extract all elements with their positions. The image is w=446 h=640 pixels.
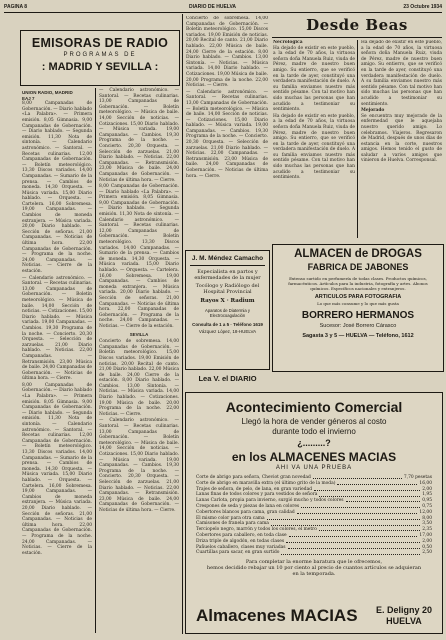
price-item-price: 2,35 [422,527,432,533]
price-item-label: Lanas finas de todos colores y para vestidos de señora [196,492,318,498]
radio-madrid-text-repeat: — Calendario astronómico. — Santoral. — Recetas culinarias. 13,00 Campanadas de Gobernación. — Boletín meteorológico. — Música de baile. 14,00 Sección de noticias. — Cotizaciones. 15,00 Diario hablado. — Música variada. 19,00 Campanadas. — Cambios. 19,30 Programa de la noche. — Concierto. 20,30 Orquesta. — Selección de zarzuelas. 21,00 Diario hablado. — Noticias. 22,00 Campanadas. — Retransmisión. 23,00 Música de baile. 24,00 Campanadas de Gobernación. — Noticias de última hora. — Cierre. [22,275,92,382]
price-item-price: 2,00 [422,486,432,492]
price-item-label: Camisones de franela para cama [196,521,269,527]
price-item-label: Corte de abrigo para señora, Cheviot gran novedad [196,475,311,480]
price-leader [337,481,417,485]
radio-madrid-text-repeat-2: 8,00 Campanadas de Gobernación. — Diario hablado «La Palabra». — Primera emisión. 8,05 Gimnasia. 9,00 Campanadas de Gobernación. — Diario hablado. — Segunda emisión. 11,30 Nota de sintonía. — Calendario astronómico. — Santoral. — Recetas culinarias. 12,00 Campanadas de Gobernación. — Boletín meteorológico. 13,30 Discos variados. 14,00 Campanadas. — Sumario de la prensa. — Cambios de moneda. 14,30 Orquesta. — Música variada. 15,00 Diario hablado. — Orquesta. — Cartelera. 16,00 Sobremesa. 19,00 Campanadas. — Cambios de moneda extranjera. — Música variada. 20,00 Diario hablado. — Sección de señoras. 21,00 Campanadas. — Noticias de última hora. 22,00 Campanadas de Gobernación. — Programa de la noche. 24,00 Campanadas. — Noticias. — Cierre de la estación. [22,382,92,556]
doctor-rayos: Rayos X · Radium [200,298,255,305]
radio-col3-text-2: — Calendario astronómico. — Santoral. — Recetas culinarias. 13,00 Campanadas de Gobernación. — Boletín meteorológico. — Música de baile. 14,00 Sección de noticias. — Cotizaciones. 15,00 Diario hablado. — Música variada. 19,00 Campanadas. — Cambios. 19,30 Programa de la noche. — Concierto. 20,30 Orquesta. — Selección de zarzuelas. 21,00 Diario hablado. — Noticias. 22,00 Campanadas. — Retransmisión. 23,00 Música de baile. 24,00 Campanadas de Gobernación. — Noticias de última hora. — Cierre. [186,89,268,179]
price-item-price: 17,00 [419,532,432,538]
almacen-description: Extenso surtido en perfumería de todas clases. Productos químicos, farmacéuticos. Artículos para la industria, fotografía y artes. Abonos químicos. Específicos nacionales y extranjeros. [288,276,428,291]
beas-necrologica-text: Ha dejado de existir en este pueblo, a la edad de 70 años, la virtuosa señora doña Manuela Ruiz, viuda de Pérez, madre de nuestro buen amigo. Su entierro, que se verificó en la tarde de ayer, constituyó una verdadera manifestación de duelo. A su familia enviamos nuestro más sentido pésame. Con tal motivo han sido muchas las personas que han acudido a testimoniar su sentimiento. [273,45,355,113]
radio-col3-text: Concierto de sobremesa. 14,00 Campanadas de Gobernación. — Boletín meteorológico. 15,00 Discos variados. 19,00 Emisión de noticias. 20,00 Recital de canto. 21,00 Diario hablado. 22,00 Música de baile. 24,00 Cierre de la estación. 8,00 Diario hablado. — Cambios. 13,00 Sintonía. — Noticias. — Música variada. 14,00 Diario hablado. — Cotizaciones. 19,00 Música de baile. 20,00 Programa de la noche. 22,00 Noticias. — Cierre. [186,16,268,89]
price-item-price: 0,75 [422,503,432,509]
beas-necrologica-head: Necrológica [273,40,303,45]
price-leader [297,510,418,514]
price-leader [286,539,420,543]
radio-madrid-head: UNION RADIO, MADRID [22,90,73,95]
beas-rule [272,37,442,38]
almacen-photo-line: ARTICULOS PARA FOTOGRAFIA [314,294,402,300]
radio-sevilla-text-2: — Calendario astronómico. — Santoral. — Recetas culinarias. 13,00 Campanadas de Gobernación. — Boletín meteorológico. — Música de baile. 14,00 Sección de noticias. — Cotizaciones. 15,00 Diario hablado. — Música variada. 19,00 Campanadas. — Cambios. 19,30 Programa de la noche. — Concierto. 20,30 Orquesta. — Selección de zarzuelas. 21,00 Diario hablado. — Noticias. 22,00 Campanadas. — Retransmisión. 23,00 Música de baile. 24,00 Campanadas de Gobernación. — Noticias de última hora. — Cierre. [99,418,179,513]
price-item-label: El mismo color para otra cama [196,515,265,521]
price-leader [314,487,420,491]
radio-column-1 [22,90,92,630]
price-item-price: 7,70 pesetas [403,475,432,480]
radio-title: EMISORAS DE RADIO [31,36,169,50]
beas-mejorado-head: Mejorado [361,108,385,114]
price-item-label: Terciopelo negro, marrón y todos los colores, el metro [196,527,317,533]
price-item-label: Pañuelos caballero, clases muy variadas [196,544,286,550]
macias-footer [196,605,432,627]
almacen-tagline: Lo que más consume y lo que más gusta [317,301,399,306]
ad-almacenes-macias [185,392,443,634]
price-item-price: 3,50 [422,521,432,527]
price-item-label: Trajes de señora, de pelo, de lana, en gran variedad [196,486,313,492]
price-list [196,475,432,556]
almacen-subtitle: FABRICA DE JABONES [307,262,409,272]
beas-col2-text-a: Ha dejado de existir en este pueblo, a la edad de 70 años, la virtuosa señora doña Manuela Ruiz, viuda de Pérez, madre de nuestro buen amigo. Su entierro, que se verificó en la tarde de ayer, constituyó una verdadera manifestación de duelo. A su familia enviamos nuestro más sentido pésame. Con tal motivo han sido muchas las personas que han acudido a testimoniar su sentimiento. [361,40,442,107]
macias-brand: Almacenes MACIAS [196,606,358,625]
almacen-title: ALMACEN de DROGAS [294,248,422,260]
price-leader [288,545,421,549]
read-diario-banner: Lea V. el DIARIO [198,374,257,383]
radio-col2-text-2: 8,00 Campanadas de Gobernación. — Diario hablado «La Palabra». — Primera emisión. 8,05 Gimnasia. 9,00 Campanadas de Gobernación. — Diario hablado. — Segunda emisión. 11,30 Nota de sintonía. — Calendario astronómico. — Santoral. — Recetas culinarias. 12,00 Campanadas de Gobernación. — Boletín meteorológico. 13,30 Discos variados. 14,00 Campanadas. — Sumario de la prensa. — Cambios de moneda. 14,30 Orquesta. — Música variada. 15,00 Diario hablado. — Orquesta. — Cartelera. 16,00 Sobremesa. 19,00 Campanadas. — Cambios de moneda extranjera. — Música variada. 20,00 Diario hablado. — Sección de señoras. 21,00 Campanadas. — Noticias de última hora. 22,00 Campanadas de Gobernación. — Programa de la noche. 24,00 Campanadas. — Noticias. — Cierre de la estación. [99,184,179,329]
price-item-price: 8,00 [422,515,432,521]
radio-col2-text: — Calendario astronómico. — Santoral. — Recetas culinarias. 13,00 Campanadas de Gobernación. — Boletín meteorológico. — Música de baile. 14,00 Sección de noticias. — Cotizaciones. 15,00 Diario hablado. — Música variada. 19,00 Campanadas. — Cambios. 19,30 Programa de la noche. — Concierto. 20,30 Orquesta. — Selección de zarzuelas. 21,00 Diario hablado. — Noticias. 22,00 Campanadas. — Retransmisión. 23,00 Música de baile. 24,00 Campanadas de Gobernación. — Noticias de última hora. — Cierre. [99,88,179,183]
macias-note-2: hemos decidido rebajar un 10 por ciento al precio de cuantos artículos se adquieran en la temporada. [206,565,422,578]
price-leader [281,550,420,554]
macias-headline: Acontecimiento Comercial [225,399,403,415]
price-item-label: Cuartillas para sacar, en gran surtido [196,550,280,556]
price-leader [313,475,402,479]
radio-sevilla-head: SEVILLA [129,331,149,337]
price-item-label: Lanas Carlota, propia para invierno, surgió mucho y todos colores [196,498,344,504]
radio-sevilla-text: Concierto de sobremesa. 14,00 Campanadas de Gobernación. — Boletín meteorológico. 15,00 Discos variados. 19,00 Emisión de noticias. 20,00 Recital de canto. 21,00 Diario hablado. 22,00 Música de baile. 24,00 Cierre de la estación. 8,00 Diario hablado. — Cambios. 13,00 Sintonía. — Noticias. — Música variada. 14,00 Diario hablado. — Cotizaciones. 19,00 Música de baile. 20,00 Programa de la noche. 22,00 Noticias. — Cierre. [99,339,179,417]
price-item-label: Driza triple de algodón, en todas clases [196,538,285,544]
page-number: PAGINA 8 [4,4,28,10]
macias-address-street: E. Deligny 20 [375,605,432,615]
macias-where: en los ALMACENES MACIAS [231,450,397,464]
doctor-name: J. M. Méndez Camacho [191,255,264,262]
header-rule [4,12,442,13]
price-item-price: 2,50 [422,550,432,556]
radio-subtitle: PROGRAMAS DE [63,52,137,58]
ad-mendez-camacho [185,250,270,370]
paper-name: DIARIO DE HUELVA [189,4,237,10]
radio-madrid-sub: EAJ 7 [22,95,35,101]
ad-rule [190,265,265,266]
beas-mejorado-text: Se encuentra muy mejorado de la enfermedad que le aquejaba nuestro querido amigo. Lo celebramos. Viajeros. Regresaron de Madrid, después de unos días de estancia en la corte, nuestros amigos. Hemos tenido el gusto de saludar a varios amigos que vinieron de Huelva. Corresponsal. [361,113,442,164]
price-item-price: 12,00 [419,509,432,515]
price-row [196,550,432,556]
doctor-address: Vázquez López, 18-HUELVA [198,329,257,335]
price-leader [319,527,420,531]
doctor-hours: Consulta de 1 a 5 · Teléfono 1619 [192,322,263,328]
macias-address [376,605,432,627]
column-rule [95,88,96,633]
macias-tag-2: durante todo el invierno [272,427,356,436]
price-item-price: 0,50 [422,544,432,550]
almacen-successor: Sucesor: José Borrero Cárasco [319,323,397,329]
macias-sub: AHI VA UNA PRUEBA [275,465,353,471]
running-header [4,2,442,12]
macias-note-1: Para completar la enorme baratura que le ofrecemos, [245,559,383,566]
ad-almacen-drogas [272,244,444,372]
doctor-apparatus: Aparatos de Diatermia y Electrocoagulación [205,308,250,319]
issue-date: 23 Octubre 1934 [403,4,442,10]
price-leader [289,533,418,537]
radio-column-3 [186,16,268,248]
price-item-label: Cobertores para caballero, en toda clase [196,532,287,538]
price-item-price: 0,95 [422,498,432,504]
price-leader [301,504,420,508]
radio-cities: : MADRID Y SEVILLA : [41,61,159,73]
price-item-price: 16,00 [419,480,432,486]
column-rule [182,14,183,634]
price-leader [271,521,420,525]
column-rule [357,40,358,238]
price-leader [319,492,420,496]
price-item-price: 1,95 [422,492,432,498]
price-item-label: Crespones de seda y piezas de lana en colores [196,503,300,509]
beas-column-2 [361,40,442,238]
beas-title: Desde Beas [306,16,408,34]
price-leader [346,498,421,502]
beas-column-1 [273,40,355,238]
radio-madrid-text: 8,00 Campanadas de Gobernación. — Diario hablado «La Palabra». — Primera emisión. 8,05 Gimnasia. 9,00 Campanadas de Gobernación. — Diario hablado. — Segunda emisión. 11,30 Nota de sintonía. — Calendario astronómico. — Santoral. — Recetas culinarias. 12,00 Campanadas de Gobernación. — Boletín meteorológico. 13,30 Discos variados. 14,00 Campanadas. — Sumario de la prensa. — Cambios de moneda. 14,30 Orquesta. — Música variada. 15,00 Diario hablado. — Orquesta. — Cartelera. 16,00 Sobremesa. 19,00 Campanadas. — Cambios de moneda extranjera. — Música variada. 20,00 Diario hablado. — Sección de señoras. 21,00 Campanadas. — Noticias de última hora. 22,00 Campanadas de Gobernación. — Programa de la noche. 24,00 Campanadas. — Noticias. — Cierre de la estación. [22,101,92,274]
doctor-specialty: Especialista en partos y enfermedades de la mujer [194,268,261,281]
price-item-label: Corte de abrigo en maravilla extra (el último grito de la moda) [196,480,336,486]
macias-question: ¿.........? [297,438,331,448]
macias-address-city: HUELVA [386,616,422,626]
price-leader [267,516,421,520]
almacen-firm: BORRERO HERMANOS [301,310,415,321]
beas-necrologica-text-2: Ha dejado de existir en este pueblo, a la edad de 70 años, la virtuosa señora doña Manuela Ruiz, viuda de Pérez, madre de nuestro buen amigo. Su entierro, que se verificó en la tarde de ayer, constituyó una verdadera manifestación de duelo. A su familia enviamos nuestro más sentido pésame. Con tal motivo han sido muchas las personas que han acudido a testimoniar su sentimiento. [273,113,355,181]
price-item-label: Cobertores blancos para cama, gran calidad [196,509,295,515]
radio-column-2 [99,30,179,630]
doctor-hospital: Tocólogo y Radiólogo del Hospital Provincial [195,283,260,296]
price-item-price: 2,00 [422,538,432,544]
macias-tag-1: Llegó la hora de vender géneros al costo [241,417,387,426]
almacen-address: Sagasta 3 y 5 — HUELVA — Teléfono, 1612 [302,333,414,339]
